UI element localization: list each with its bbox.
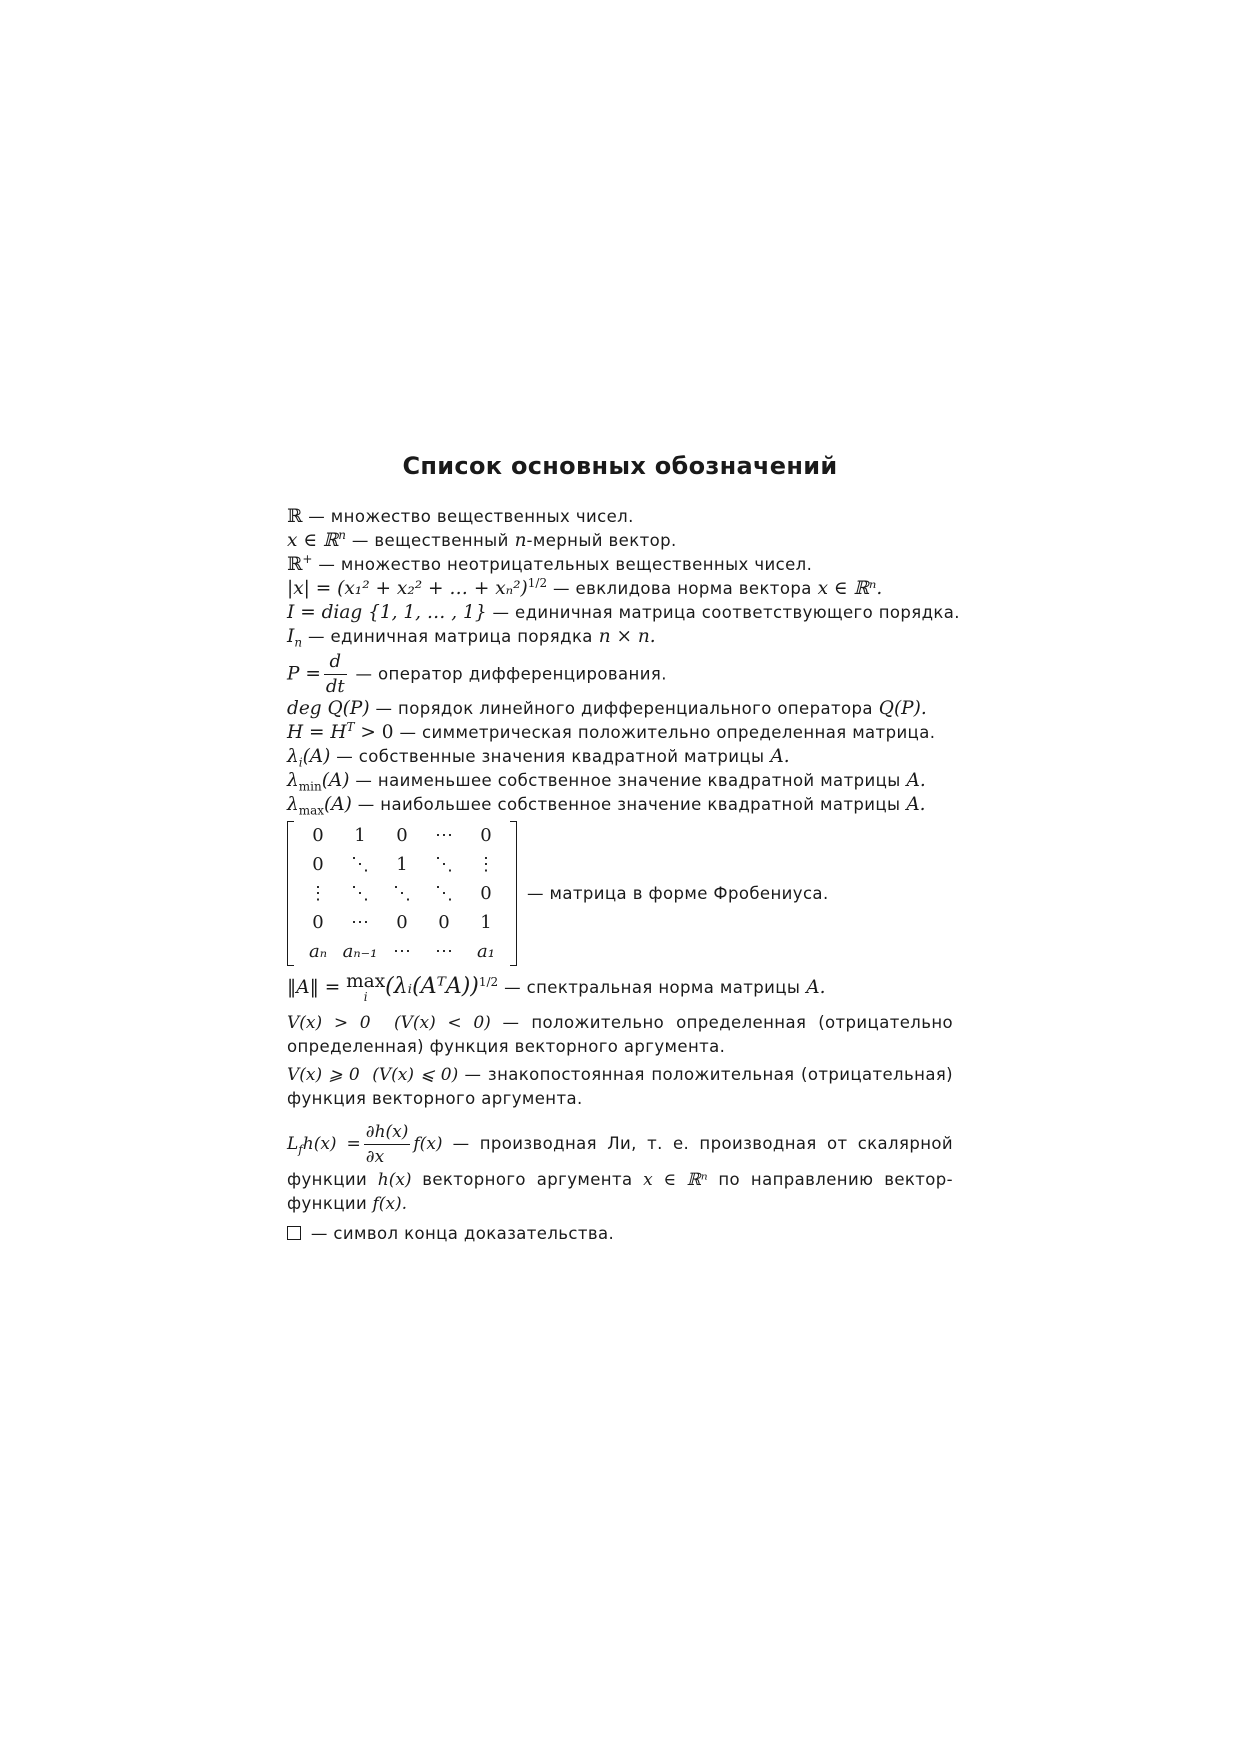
description: — множество неотрицательных вещественных чисел. xyxy=(318,555,813,574)
matrix-row xyxy=(297,821,507,850)
matrix-row xyxy=(297,850,507,879)
notation-nonnegative-reals xyxy=(287,553,953,577)
matrix-cell: ⋱ xyxy=(351,854,369,875)
symbol-tail: (A) xyxy=(324,794,352,815)
right-bracket xyxy=(510,821,517,966)
notation-real-numbers xyxy=(287,505,953,529)
notation-symmetric-matrix xyxy=(287,721,953,745)
matrix-cell: a₁ xyxy=(477,941,495,962)
description: — производная Ли, т. е. производная от скалярной функции xyxy=(287,1134,954,1189)
norm-sup: 1/2 xyxy=(478,974,499,989)
matrix-row xyxy=(297,937,507,966)
fraction-numerator: d xyxy=(324,651,347,675)
description-math: A. xyxy=(906,794,926,815)
matrix-cell: aₙ₋₁ xyxy=(342,941,378,962)
description-math: Q(P). xyxy=(878,698,927,719)
matrix-grid xyxy=(297,821,507,966)
notation-identity-diag xyxy=(287,601,960,625)
symbol: V(x) ⩾ 0 xyxy=(287,1065,360,1085)
symbol-sub: max xyxy=(298,803,325,818)
symbol-sub: n xyxy=(294,635,303,650)
symbol: |x| = (x₁² + x₂² + … + xₙ²) xyxy=(287,578,528,599)
notation-min-eigenvalue xyxy=(287,769,953,793)
notation-real-vector xyxy=(287,529,953,553)
notation-end-of-proof xyxy=(287,1222,953,1246)
description: — оператор дифференцирования. xyxy=(355,664,667,684)
fraction-denominator: ∂x xyxy=(365,1147,385,1167)
symbol: I xyxy=(287,626,295,647)
matrix-cell: 0 xyxy=(438,912,450,933)
symbol: ‖A‖ = xyxy=(287,977,341,998)
matrix-cell: ⋮ xyxy=(309,883,327,904)
matrix-cell: aₙ xyxy=(308,941,328,962)
symbol: ℝ xyxy=(287,506,303,527)
fraction-denominator: dt xyxy=(325,676,345,697)
symbol: V(x) > 0 xyxy=(287,1013,371,1033)
notation-list xyxy=(287,505,960,1246)
description-math: A. xyxy=(770,746,790,767)
matrix-cell: 0 xyxy=(312,912,324,933)
notation-positive-definite xyxy=(287,1011,953,1059)
symbol: I = diag {1, 1, … , 1} xyxy=(287,602,487,623)
fraction xyxy=(324,651,347,698)
notation-euclidean-norm xyxy=(287,577,953,601)
symbol: L xyxy=(287,1134,299,1154)
notation-identity-n xyxy=(287,625,953,649)
description-tail: по направлению вектор-функции xyxy=(287,1170,954,1213)
description-tail: -мерный вектор. xyxy=(526,531,677,550)
frobenius-matrix xyxy=(287,821,517,966)
description-math: h(x) xyxy=(377,1170,412,1190)
qed-square-icon xyxy=(287,1226,301,1240)
description-math: x ∈ ℝⁿ xyxy=(643,1170,708,1190)
matrix-cell: 1 xyxy=(396,854,408,875)
matrix-cell: ⋱ xyxy=(435,854,453,875)
matrix-cell: ⋮ xyxy=(477,854,495,875)
description-math: n xyxy=(514,530,527,551)
notation-operator-order xyxy=(287,697,953,721)
matrix-cell: 0 xyxy=(396,912,408,933)
symbol: ℝ xyxy=(287,554,303,575)
description: — единичная матрица порядка xyxy=(307,627,593,646)
symbol: deg Q(P) xyxy=(287,698,370,719)
symbol-tail: (A) xyxy=(321,770,350,791)
notation-semidefinite xyxy=(287,1063,953,1111)
description-math: A. xyxy=(906,770,926,791)
symbol: x ∈ ℝ xyxy=(287,530,339,551)
max-operator xyxy=(346,973,385,1003)
description: — матрица в форме Фробениуса. xyxy=(527,884,829,903)
symbol-alt: (V(x) ⩽ 0) xyxy=(372,1065,459,1085)
fraction-numerator: ∂h(x) xyxy=(364,1121,411,1145)
notation-differential-operator xyxy=(287,651,953,695)
norm-body: (λᵢ(AᵀA)) xyxy=(385,974,479,999)
matrix-row xyxy=(297,879,507,908)
description: — единичная матрица соответствующего порядка. xyxy=(492,603,960,622)
matrix-cell: 0 xyxy=(480,883,492,904)
max-subscript: i xyxy=(363,990,368,1004)
symbol-sub: f xyxy=(298,1142,303,1157)
description: — положительно определенная (отрицательно определенная) функция векторного аргумента. xyxy=(287,1013,954,1056)
symbol-sup: n xyxy=(338,527,346,542)
description: — евклидова норма вектора xyxy=(552,579,812,598)
matrix-row xyxy=(297,908,507,937)
description-math: A. xyxy=(806,977,826,998)
matrix-cell: ⋯ xyxy=(351,912,369,933)
description: — порядок линейного дифференциального оператора xyxy=(375,699,873,718)
matrix-cell: 0 xyxy=(480,825,492,846)
left-bracket xyxy=(287,821,294,966)
matrix-cell: 0 xyxy=(312,825,324,846)
description: — символ конца доказательства. xyxy=(310,1224,615,1243)
description-math: f(x). xyxy=(372,1194,408,1214)
description: — наименьшее собственное значение квадратной матрицы xyxy=(355,771,901,790)
description: — симметрическая положительно определенная матрица. xyxy=(399,723,936,742)
matrix-cell: 0 xyxy=(396,825,408,846)
description-math: n × n. xyxy=(598,626,656,647)
matrix-cell: ⋯ xyxy=(435,941,453,962)
symbol-tail: > 0 xyxy=(354,722,394,743)
symbol-sup: 1/2 xyxy=(527,575,548,590)
max-word: max xyxy=(346,971,386,992)
symbol-sub: i xyxy=(298,755,303,770)
notation-eigenvalues xyxy=(287,745,953,769)
notation-max-eigenvalue xyxy=(287,793,953,817)
symbol: P = xyxy=(287,663,321,685)
notation-lie-derivative xyxy=(287,1121,953,1216)
symbol-tail: (A) xyxy=(302,746,331,767)
matrix-cell: 1 xyxy=(480,912,492,933)
symbol-tail: f(x) xyxy=(413,1134,443,1154)
matrix-cell: 0 xyxy=(312,854,324,875)
symbol: λ xyxy=(287,746,299,767)
symbol-sub: min xyxy=(298,779,322,794)
description: — наибольшее собственное значение квадратной матрицы xyxy=(357,795,901,814)
page-title: Список основных обозначений xyxy=(402,452,838,480)
symbol-sup: + xyxy=(302,551,313,566)
matrix-cell: ⋱ xyxy=(435,883,453,904)
symbol-alt: (V(x) < 0) xyxy=(393,1013,491,1033)
matrix-cell: 1 xyxy=(354,825,366,846)
description: — множество вещественных чисел. xyxy=(308,507,634,526)
symbol: H = H xyxy=(287,722,347,743)
symbol-mid: h(x) = xyxy=(302,1134,361,1154)
matrix-cell: ⋱ xyxy=(351,883,369,904)
matrix-cell: ⋯ xyxy=(435,825,453,846)
description-mid: векторного аргумента xyxy=(422,1170,633,1189)
fraction xyxy=(364,1121,411,1168)
matrix-cell: ⋯ xyxy=(393,941,411,962)
notation-spectral-norm xyxy=(287,972,953,1003)
description: — знакопостоянная положительная (отрицательная) функция векторного аргумента. xyxy=(287,1065,953,1108)
matrix-cell: ⋱ xyxy=(393,883,411,904)
notation-frobenius-matrix xyxy=(287,821,953,966)
symbol: λ xyxy=(287,794,299,815)
description-math: x ∈ ℝⁿ. xyxy=(817,578,883,599)
symbol-sup: T xyxy=(346,719,355,734)
description: — спектральная норма матрицы xyxy=(504,978,801,997)
description: — собственные значения квадратной матрицы xyxy=(336,747,765,766)
description: — вещественный xyxy=(351,531,509,550)
symbol: λ xyxy=(287,770,299,791)
